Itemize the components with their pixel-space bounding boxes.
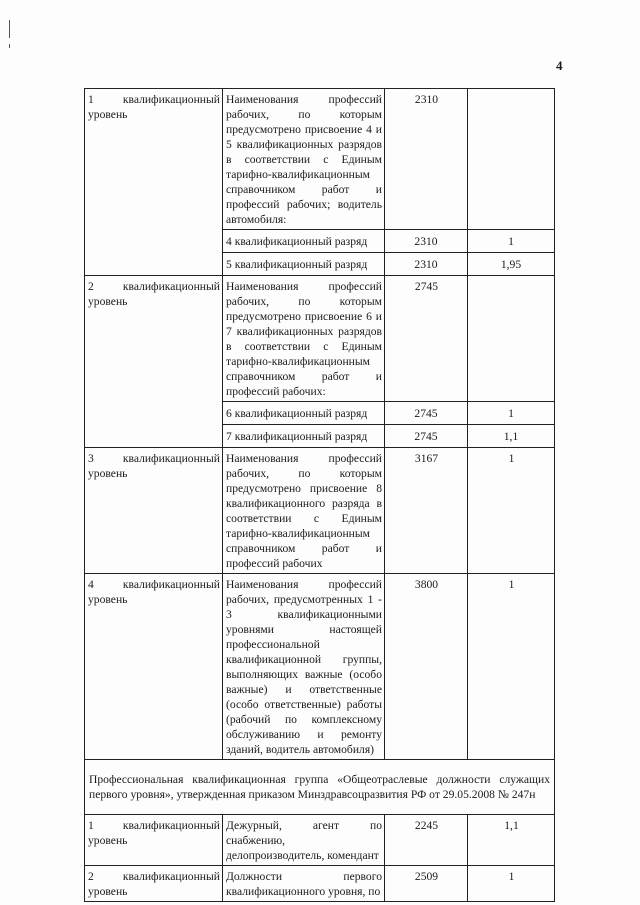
table-row: [85, 815, 555, 866]
coef-cell: 1,1: [468, 425, 555, 448]
description-cell: Должности первого квалификационного уровня, по: [223, 866, 385, 902]
description-cell: 5 квалификационный разряд: [223, 253, 385, 276]
level-cell: 1 квалификационный уровень: [85, 89, 223, 276]
salary-cell: 2310: [385, 253, 468, 276]
page-number: 4: [556, 58, 563, 73]
coef-cell: 1: [468, 402, 555, 425]
level-cell: 2 квалификационный уровень: [85, 276, 223, 448]
table-row: [85, 89, 555, 230]
coef-cell: [468, 89, 555, 230]
salary-cell: 3800: [385, 574, 468, 760]
coef-cell: 1: [468, 866, 555, 902]
description-cell: Наименования профессий рабочих, по которым предусмотрено присвоение 8 квалификационного разряда в соответствии с Единым тарифно-квалификационным справочником работ и профессий рабочих: [223, 448, 385, 574]
level-cell: 2 квалификационный уровень: [85, 866, 223, 902]
salary-cell: 2745: [385, 425, 468, 448]
level-cell: 3 квалификационный уровень: [85, 448, 223, 574]
table-row: [85, 866, 555, 902]
coef-cell: [468, 276, 555, 402]
description-cell: 6 квалификационный разряд: [223, 402, 385, 425]
description-cell: 4 квалификационный разряд: [223, 230, 385, 253]
table-row: [85, 276, 555, 402]
salary-table: [84, 88, 555, 902]
coef-cell: 1: [468, 230, 555, 253]
level-cell: 1 квалификационный уровень: [85, 815, 223, 866]
description-cell: Наименования профессий рабочих, по которым предусмотрено присвоение 4 и 5 квалификационных разрядов в соответствии с Единым тарифно-квалификационным справочником работ и профессий рабочих; водитель автомобиля:: [223, 89, 385, 230]
salary-cell: 2245: [385, 815, 468, 866]
level-cell: 4 квалификационный уровень: [85, 574, 223, 760]
description-cell: Дежурный, агент по снабжению, делопроизводитель, комендант: [223, 815, 385, 866]
table-row: [85, 574, 555, 760]
salary-cell: 2745: [385, 402, 468, 425]
coef-cell: 1,95: [468, 253, 555, 276]
salary-cell: 2745: [385, 276, 468, 402]
salary-cell: 2509: [385, 866, 468, 902]
coef-cell: 1: [468, 448, 555, 574]
salary-cell: 3167: [385, 448, 468, 574]
coef-cell: 1,1: [468, 815, 555, 866]
table-row: [85, 448, 555, 574]
scan-mark: [9, 20, 10, 38]
description-cell: 7 квалификационный разряд: [223, 425, 385, 448]
group-title: Профессиональная квалификационная группа «Общеотраслевые должности служащих первого уровня», утвержденная приказом Минздравсоцразвития РФ от 29.05.2008 № 247н: [85, 760, 555, 815]
salary-cell: 2310: [385, 230, 468, 253]
group-header-row: [85, 760, 555, 815]
salary-cell: 2310: [385, 89, 468, 230]
description-cell: Наименования профессий рабочих, предусмотренных 1 - 3 квалификационными уровнями настоящей профессиональной квалификационной группы, выполняющих важные (особо важные) и ответственные (особо ответственные) работы (рабочий по комплексному обслуживанию и ремонту зданий, водитель автомобиля): [223, 574, 385, 760]
coef-cell: 1: [468, 574, 555, 760]
description-cell: Наименования профессий рабочих, по которым предусмотрено присвоение 6 и 7 квалификационных разрядов в соответствии с Единым тарифно-квалификационным справочником работ и профессий рабочих:: [223, 276, 385, 402]
scan-mark: [9, 44, 10, 48]
